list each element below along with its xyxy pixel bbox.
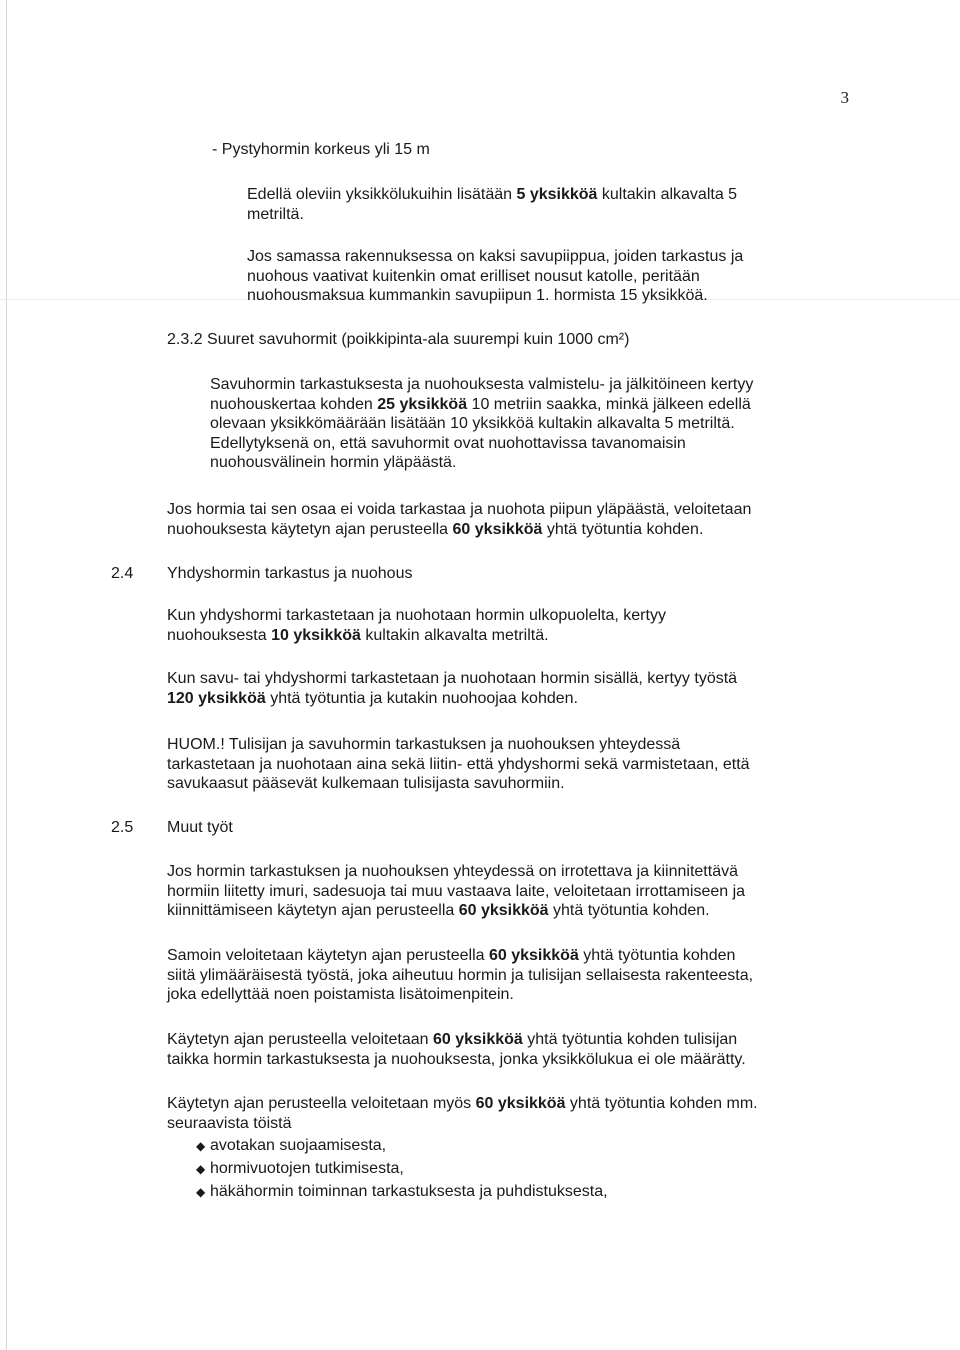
scan-edge-line: [6, 0, 7, 1350]
section-title-2-5: Muut työt: [167, 819, 233, 836]
bullet-diamond-icon: ◆: [196, 1162, 206, 1176]
paragraph-large-flues: Savuhormin tarkastuksesta ja nuohouksesta valmistelu- ja jälkitöineen kertyy nuohouskertaa kohden 25 yksikköä 10 metriin saakka, minkä jälkeen edellä olevaan yksikkömäärään lisätään 10 yksikköä kultakin alkavalta 5 metriltä. Edellytyksenä on, että savuhormit ovat nuohottavissa tavanomaisin nuohousvälinein hormin yläpäästä.: [210, 376, 754, 471]
section-number-2-4: 2.4: [111, 565, 134, 582]
paragraph-also-charged: Käytetyn ajan perusteella veloitetaan myös 60 yksikköä yhtä työtuntia kohden mm. seuraavista töistä: [167, 1095, 758, 1132]
list-item: ◆ häkähormin toiminnan tarkastuksesta ja puhdistuksesta,: [196, 1182, 608, 1203]
subheading-pystyhormi: - Pystyhormin korkeus yli 15 m: [212, 141, 430, 158]
list-item: ◆ hormivuotojen tutkimisesta,: [196, 1159, 404, 1180]
paragraph-connector-outside: Kun yhdyshormi tarkastetaan ja nuohotaan hormin ulkopuolelta, kertyy nuohouksesta 10 yksikköä kultakin alkavalta metriltä.: [167, 607, 666, 644]
bullet-diamond-icon: ◆: [196, 1139, 206, 1153]
bullet-diamond-icon: ◆: [196, 1185, 206, 1199]
section-heading-2-3-2: 2.3.2 Suuret savuhormit (poikkipinta-ala suurempi kuin 1000 cm²): [167, 331, 630, 348]
list-item: ◆ avotakan suojaamisesta,: [196, 1136, 386, 1157]
paragraph-fan-removal: Jos hormin tarkastuksen ja nuohouksen yhteydessä on irrotettava ja kiinnitettävä hormiin liitetty imuri, sadesuoja tai muu vastaava laite, veloitetaan irrottamiseen ja kiinnittämiseen käytetyn ajan perusteella 60 yksikköä yhtä työtuntia kohden.: [167, 863, 746, 919]
paragraph-top-inaccessible: Jos hormia tai sen osaa ei voida tarkastaa ja nuohota piipun yläpäästä, veloitetaan nuohouksesta käytetyn ajan perusteella 60 yksikköä yhtä työtuntia kohden.: [167, 501, 752, 538]
paragraph-connector-inside: Kun savu- tai yhdyshormi tarkastetaan ja nuohotaan hormin sisällä, kertyy työstä 120 yksikköä yhtä työtuntia ja kutakin nuohoojaa kohden.: [167, 670, 738, 707]
paragraph-note: HUOM.! Tulisijan ja savuhormin tarkastuksen ja nuohouksen yhteydessä tarkastetaan ja nuohotaan aina sekä liitin- että yhdyshormi sekä varmistetaan, että savukaasut pääsevät kulkemaan tulisijasta savuhormiin.: [167, 736, 750, 792]
page-number: 3: [840, 88, 849, 107]
section-number-2-5: 2.5: [111, 819, 134, 836]
paragraph-pystyhormi-units: Edellä oleviin yksikkölukuihin lisätään 5 yksikköä kultakin alkavalta 5 metriltä.: [247, 186, 738, 223]
section-title-2-4: Yhdyshormin tarkastus ja nuohous: [167, 565, 413, 582]
paragraph-extra-work: Samoin veloitetaan käytetyn ajan perusteella 60 yksikköä yhtä työtuntia kohden siitä ylimääräisestä työstä, joka aiheutuu hormin ja tulisijan sellaisesta rakenteesta, joka edellyttää noen poistamista lisätoimenpitein.: [167, 947, 754, 1003]
paragraph-two-chimneys: Jos samassa rakennuksessa on kaksi savupiippua, joiden tarkastus ja nuohous vaativat kuitenkin omat erilliset nousut katolle, peritään nuohousmaksua kummankin savupiipun 1. hormista 15 yksikköä.: [247, 248, 744, 304]
paragraph-unlisted-units: Käytetyn ajan perusteella veloitetaan 60 yksikköä yhtä työtuntia kohden tulisijan taikka hormin tarkastuksesta ja nuohouksesta, jonka yksikkölukua ei ole määrätty.: [167, 1031, 746, 1068]
